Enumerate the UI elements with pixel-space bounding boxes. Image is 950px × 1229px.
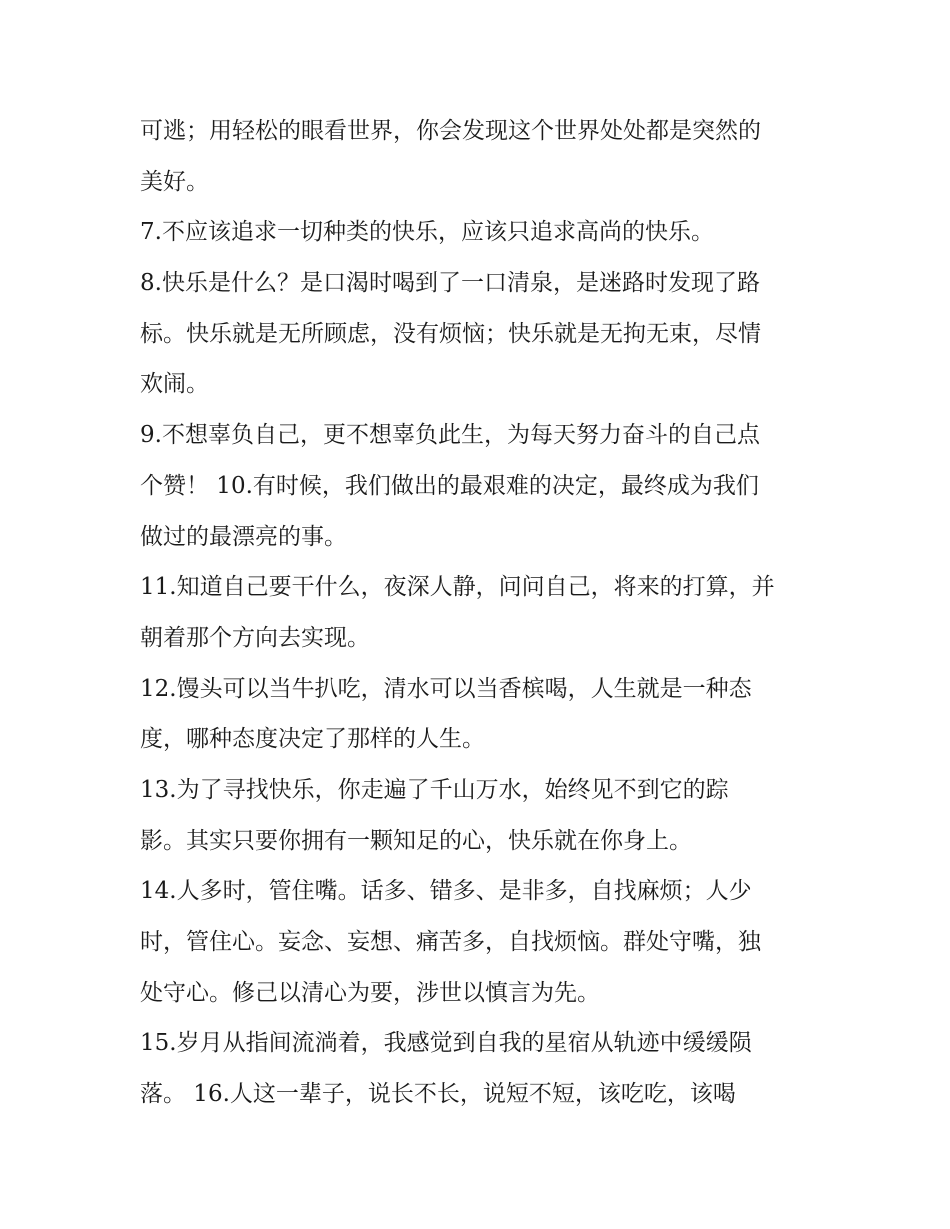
text-line-11: 朝着那个方向去实现。 (140, 624, 370, 651)
text-line-9: 做过的最漂亮的事。 (140, 523, 347, 550)
text-line-1: 可逃；用轻松的眼看世界，你会发现这个世界处处都是突然的 (140, 118, 761, 144)
text-line-16: 14.人多时，管住嘴。话多、错多、是非多，自找麻烦；人少 (140, 878, 752, 905)
text-line-6: 欢闹。 (140, 371, 209, 398)
text-line-10: 11.知道自己要干什么，夜深人静，问问自己，将来的打算，并 (140, 574, 775, 601)
text-line-20: 落。 16.人这一辈子，说长不长，说短不短，该吃吃，该喝 (140, 1081, 736, 1108)
text-line-7: 9.不想辜负自己，更不想辜负此生，为每天努力奋斗的自己点 (140, 422, 760, 449)
text-line-13: 度，哪种态度决定了那样的人生。 (140, 726, 485, 753)
text-line-5: 标。快乐就是无所顾虑，没有烦恼；快乐就是无拘无束，尽情 (140, 320, 761, 347)
text-line-8: 个赞！ 10.有时候，我们做出的最艰难的决定，最终成为我们 (140, 472, 759, 499)
document-body (140, 106, 830, 1120)
text-line-14: 13.为了寻找快乐，你走遍了千山万水，始终见不到它的踪 (140, 776, 729, 803)
text-line-2: 美好。 (140, 168, 209, 195)
text-line-12: 12.馒头可以当牛扒吃，清水可以当香槟喝，人生就是一种态 (140, 675, 752, 702)
text-line-19: 15.岁月从指间流淌着，我感觉到自我的星宿从轨迹中缓缓陨 (140, 1030, 752, 1057)
text-line-17: 时，管住心。妄念、妄想、痛苦多，自找烦恼。群处守嘴，独 (140, 929, 761, 955)
text-line-18: 处守心。修己以清心为要，涉世以慎言为先。 (140, 979, 600, 1006)
text-line-3: 7.不应该追求一切种类的快乐，应该只追求高尚的快乐。 (140, 219, 714, 246)
text-line-15: 影。其实只要你拥有一颗知足的心，快乐就在你身上。 (140, 827, 692, 854)
text-line-4: 8.快乐是什么？是口渴时喝到了一口清泉，是迷路时发现了路 (140, 270, 760, 297)
